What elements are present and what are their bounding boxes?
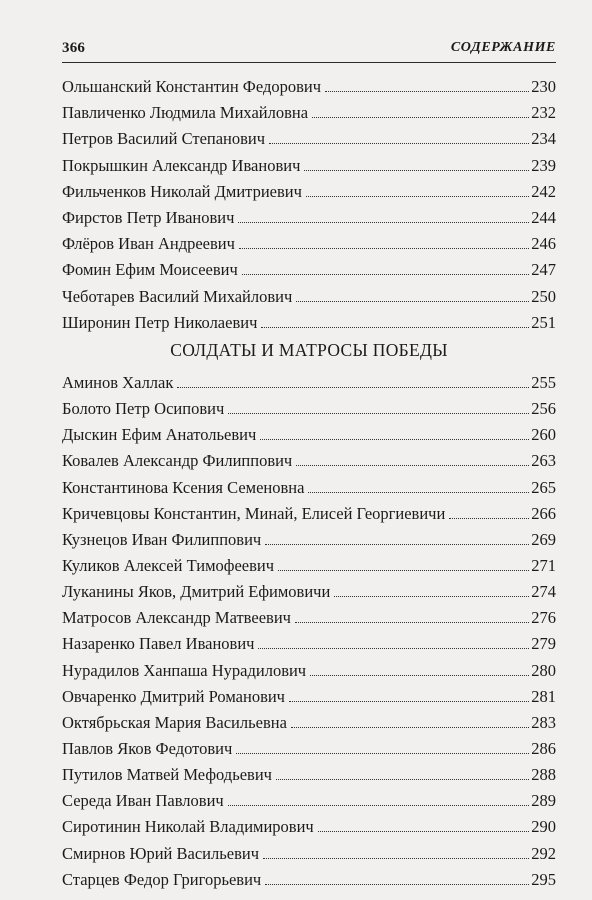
toc-entry-name: Чеботарев Василий Михайлович	[62, 286, 293, 306]
running-header	[62, 40, 556, 64]
dot-leader	[310, 675, 529, 676]
dot-leader	[325, 91, 529, 92]
dot-leader	[306, 196, 529, 197]
toc-entry	[62, 867, 556, 893]
toc-entry	[62, 579, 556, 605]
toc-entry-name: Овчаренко Дмитрий Романович	[62, 686, 285, 706]
toc-entry-name: Аминов Халлак	[62, 373, 174, 392]
toc-entry-name: Павличенко Людмила Михайловна	[62, 103, 309, 123]
toc-entry-page: 274	[531, 582, 556, 602]
toc-entry	[62, 284, 556, 310]
toc-entry-page: 244	[531, 207, 556, 227]
toc-list-bottom	[62, 370, 556, 893]
toc-entry-name: Назаренко Павел Иванович	[62, 634, 255, 654]
toc-entry-name: Куликов Алексей Тимофеевич	[62, 555, 275, 575]
toc-entry-page: 271	[531, 555, 556, 575]
toc-entry-name: Дыскин Ефим Анатольевич	[62, 425, 257, 445]
toc-entry-page: 239	[531, 155, 556, 175]
dot-leader	[291, 727, 529, 728]
running-section-title: СОДЕРЖАНИЕ	[450, 40, 556, 55]
toc-entry	[62, 257, 556, 283]
toc-entry-name: Павлов Яков Федотович	[62, 738, 233, 758]
toc-entry	[62, 710, 556, 736]
toc-entry-page: 246	[531, 234, 556, 254]
toc-entry-page: 283	[531, 712, 556, 732]
toc-entry	[62, 788, 556, 814]
toc-entry-page: 250	[531, 286, 556, 306]
toc-entry	[62, 553, 556, 579]
toc-entry-page: 281	[531, 686, 556, 706]
toc-entry	[62, 310, 556, 336]
dot-leader	[269, 143, 529, 144]
toc-entry	[62, 501, 556, 527]
toc-entry	[62, 448, 556, 474]
toc-entry-page: 242	[531, 181, 556, 201]
toc-entry-name: Болото Петр Осипович	[62, 399, 225, 419]
toc-entry	[62, 153, 556, 179]
dot-leader	[276, 779, 529, 780]
toc-entry-name: Фомин Ефим Моисеевич	[62, 260, 238, 280]
toc-entry	[62, 179, 556, 205]
toc-entry-page: 230	[531, 77, 556, 96]
toc-entry-name: Старцев Федор Григорьевич	[62, 869, 262, 889]
dot-leader	[258, 648, 529, 649]
toc-entry-page: 263	[531, 451, 556, 471]
toc-entry-page: 295	[531, 869, 556, 889]
toc-entry	[62, 475, 556, 501]
toc-entry	[62, 736, 556, 762]
toc-entry-page: 286	[531, 738, 556, 758]
toc-entry	[62, 205, 556, 231]
toc-entry-name: Ольшанский Константин Федорович	[62, 77, 322, 96]
dot-leader	[334, 596, 529, 597]
toc-entry-name: Фирстов Петр Иванович	[62, 207, 235, 227]
toc-entry	[62, 231, 556, 257]
header-rule	[62, 62, 556, 63]
toc-entry	[62, 841, 556, 867]
dot-leader	[312, 117, 529, 118]
toc-entry-name: Середа Иван Павлович	[62, 791, 224, 811]
toc-list-top	[62, 74, 556, 336]
toc-entry-page: 292	[531, 843, 556, 863]
dot-leader	[239, 248, 529, 249]
dot-leader	[289, 701, 529, 702]
toc-entry-name: Кричевцовы Константин, Минай, Елисей Георгиевичи	[62, 503, 446, 523]
dot-leader	[265, 544, 529, 545]
dot-leader	[449, 518, 529, 519]
dot-leader	[265, 884, 529, 885]
toc-entry	[62, 631, 556, 657]
toc-entry	[62, 658, 556, 684]
toc-entry-name: Матросов Александр Матвеевич	[62, 608, 291, 628]
toc-entry-name: Смирнов Юрий Васильевич	[62, 843, 260, 863]
toc-entry-page: 255	[531, 373, 556, 392]
toc-entry-name: Сиротинин Николай Владимирович	[62, 817, 314, 837]
toc-entry-name: Луканины Яков, Дмитрий Ефимовичи	[62, 582, 331, 602]
toc-entry-name: Флёров Иван Андреевич	[62, 234, 235, 254]
toc-entry-name: Путилов Матвей Мефодьевич	[62, 765, 272, 785]
toc-entry-page: 269	[531, 529, 556, 549]
dot-leader	[242, 274, 529, 275]
dot-leader	[260, 439, 529, 440]
toc-entry-page: 256	[531, 399, 556, 419]
toc-entry-page: 251	[531, 312, 556, 332]
dot-leader	[261, 327, 529, 328]
dot-leader	[177, 387, 529, 388]
toc-entry-name: Петров Василий Степанович	[62, 129, 266, 149]
toc-entry-page: 265	[531, 477, 556, 497]
toc-entry-name: Октябрьская Мария Васильевна	[62, 712, 287, 732]
dot-leader	[318, 831, 530, 832]
dot-leader	[228, 413, 529, 414]
toc-entry-page: 290	[531, 817, 556, 837]
dot-leader	[263, 858, 529, 859]
dot-leader	[236, 753, 529, 754]
dot-leader	[295, 622, 529, 623]
toc-entry-page: 232	[531, 103, 556, 123]
toc-entry-name: Широнин Петр Николаевич	[62, 312, 258, 332]
dot-leader	[308, 492, 529, 493]
toc-entry-page: 289	[531, 791, 556, 811]
toc-entry	[62, 605, 556, 631]
toc-entry	[62, 814, 556, 840]
dot-leader	[228, 805, 530, 806]
toc-entry	[62, 396, 556, 422]
toc-entry-name: Нурадилов Ханпаша Нурадилович	[62, 660, 307, 680]
page-number: 366	[62, 40, 86, 56]
toc-entry	[62, 684, 556, 710]
toc-entry	[62, 370, 556, 396]
toc-entry-name: Ковалев Александр Филиппович	[62, 451, 293, 471]
toc-entry-name: Кузнецов Иван Филиппович	[62, 529, 262, 549]
toc-entry	[62, 100, 556, 126]
toc-entry	[62, 527, 556, 553]
toc-entry	[62, 422, 556, 448]
toc-entry-name: Покрышкин Александр Иванович	[62, 155, 301, 175]
toc-entry-page: 266	[531, 503, 556, 523]
toc-entry	[62, 74, 556, 100]
toc-entry-name: Константинова Ксения Семеновна	[62, 477, 305, 497]
toc-entry-name: Фильченков Николай Дмитриевич	[62, 181, 302, 201]
toc-entry-page: 276	[531, 608, 556, 628]
dot-leader	[238, 222, 529, 223]
dot-leader	[296, 465, 529, 466]
dot-leader	[304, 170, 529, 171]
toc-entry-page: 280	[531, 660, 556, 680]
toc-entry-page: 279	[531, 634, 556, 654]
dot-leader	[278, 570, 529, 571]
section-heading: СОЛДАТЫ И МАТРОСЫ ПОБЕДЫ	[170, 340, 448, 360]
toc-entry-page: 288	[531, 765, 556, 785]
dot-leader	[296, 301, 529, 302]
toc-entry	[62, 762, 556, 788]
toc-entry-page: 247	[531, 260, 556, 280]
toc-entry-page: 260	[531, 425, 556, 445]
toc-entry	[62, 126, 556, 152]
toc-entry-page: 234	[531, 129, 556, 149]
